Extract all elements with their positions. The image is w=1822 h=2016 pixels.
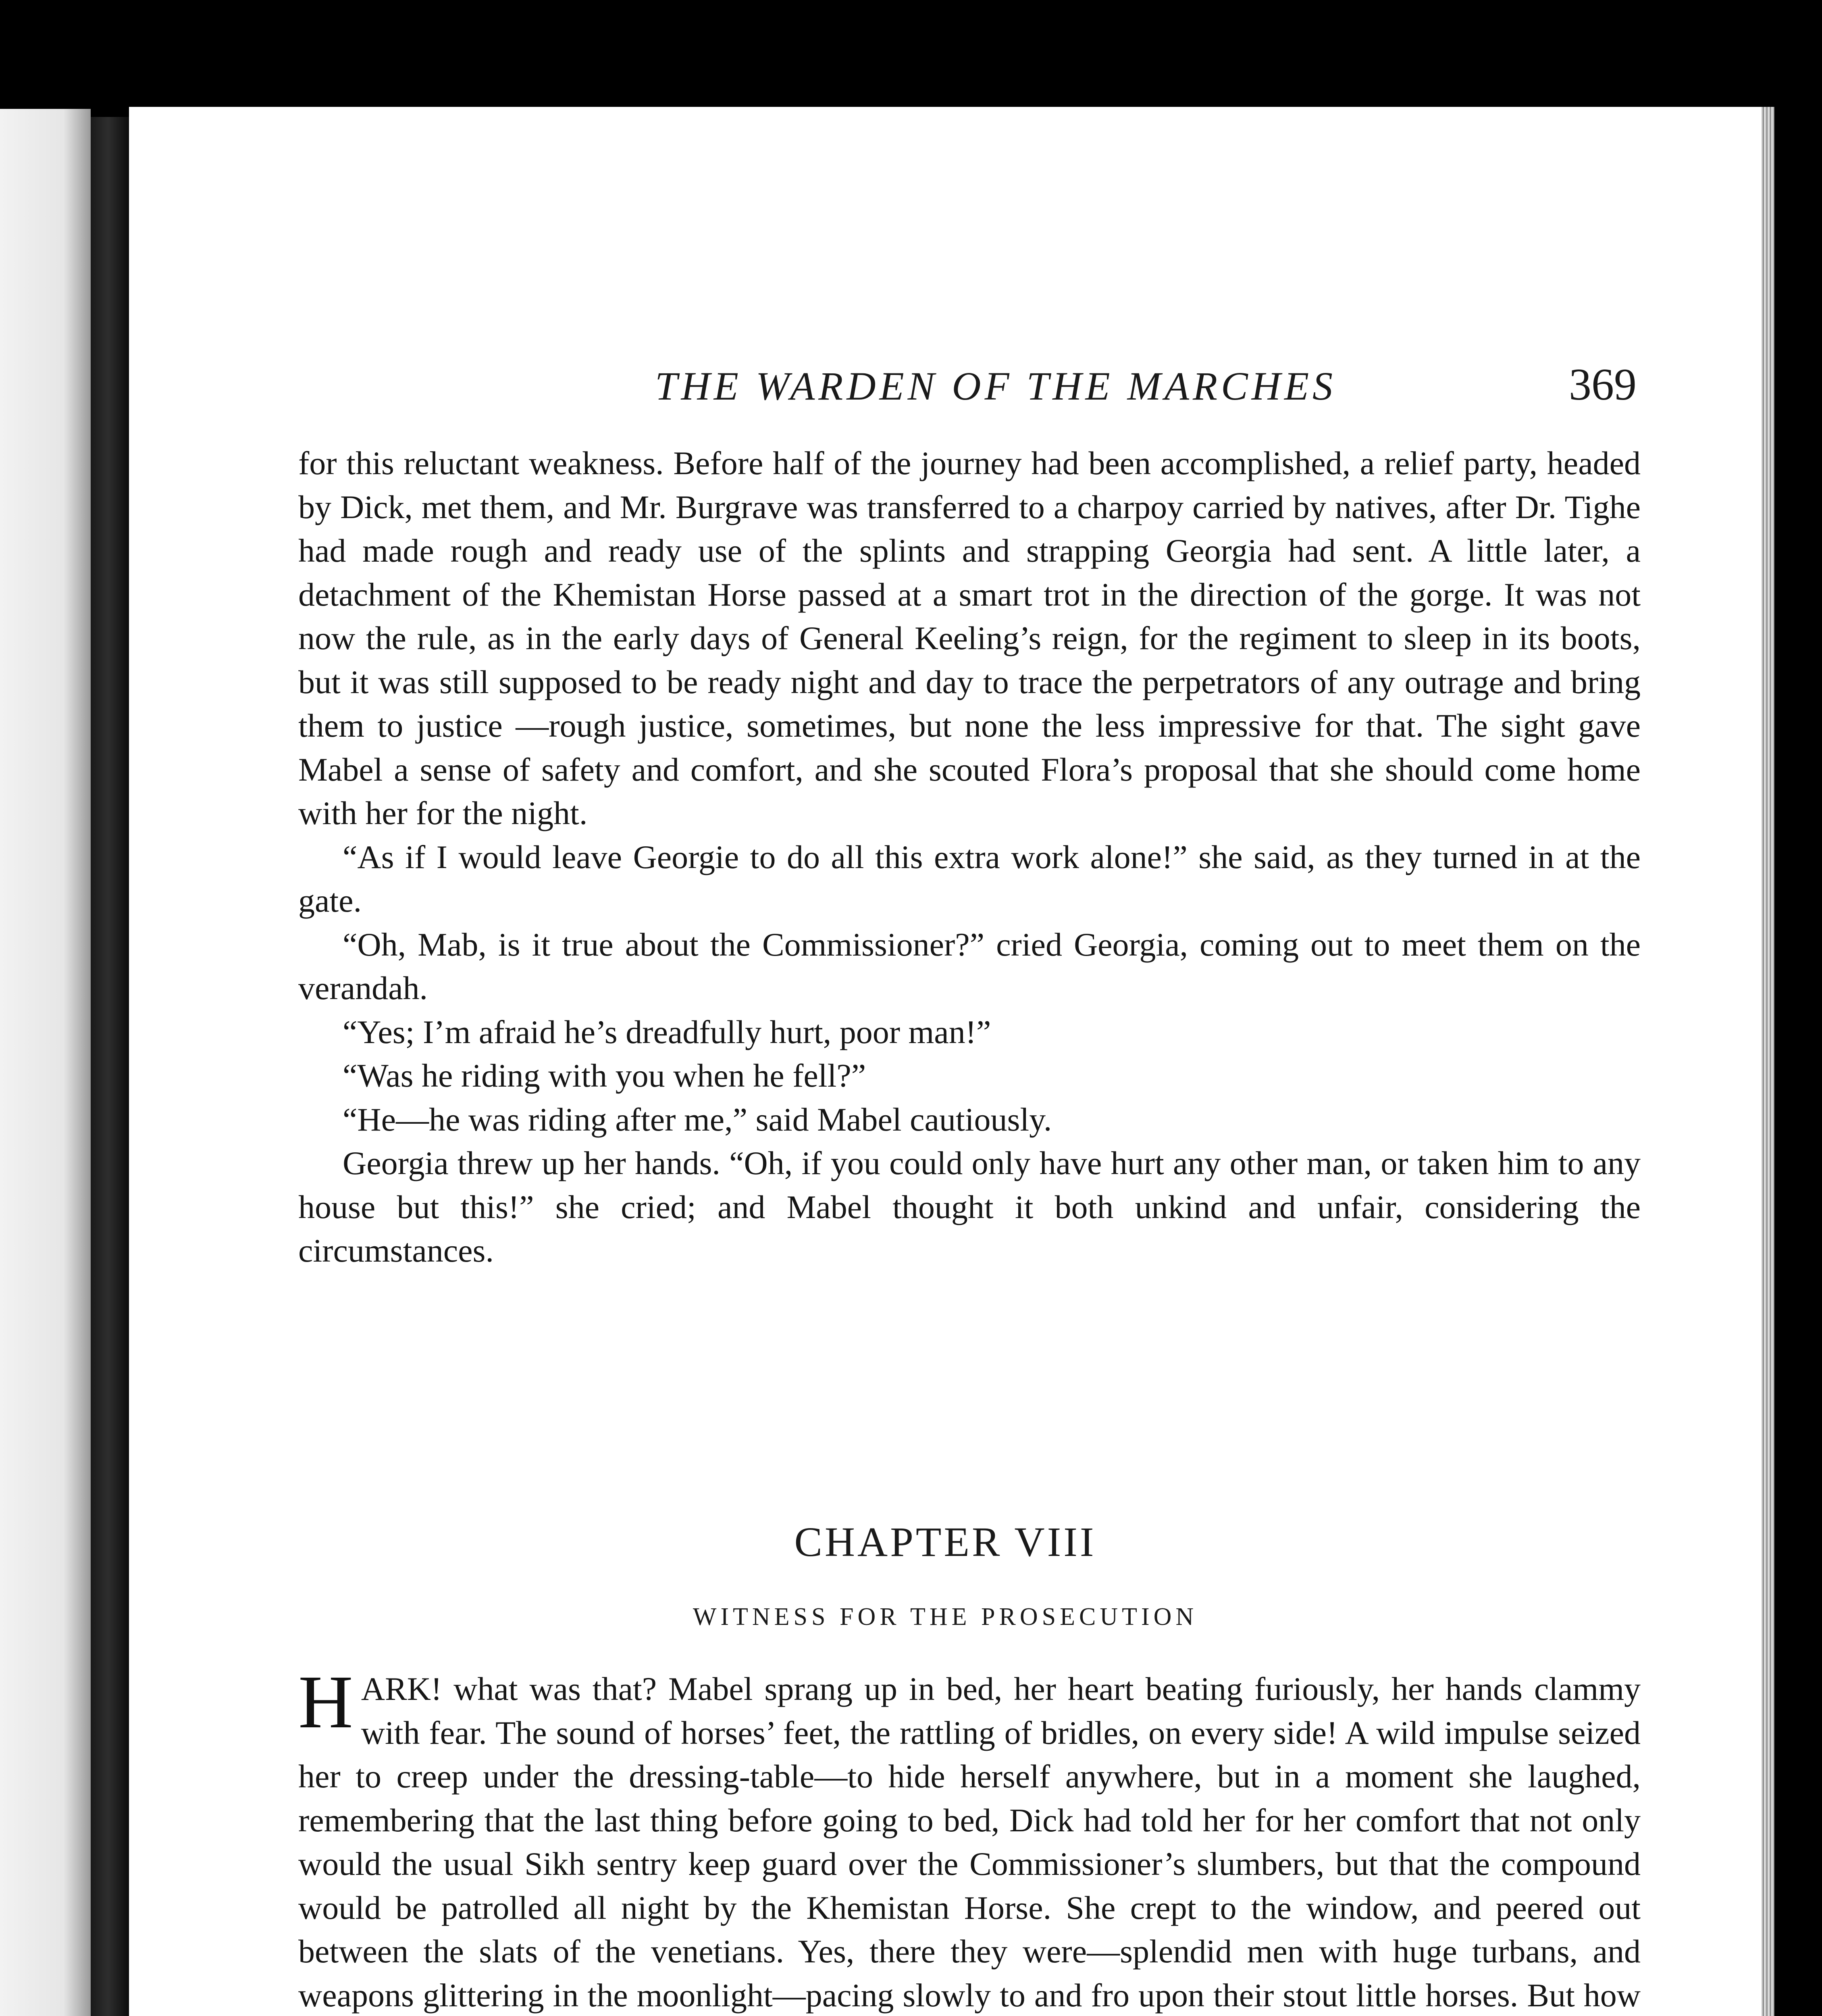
opening-paragraph [298, 1660, 1641, 2016]
paragraph: “Yes; I’m afraid he’s dreadfully hurt, poor man!” [343, 1013, 991, 1050]
continued-text [298, 442, 1641, 1273]
page-number: 369 [1569, 360, 1637, 410]
paragraph: “As if I would leave Georgie to do all this extra work alone!” she said, as they turned in at the gate. [298, 838, 1641, 919]
chapter-body [298, 1660, 1641, 2016]
book-gutter [91, 117, 129, 2016]
running-title: THE WARDEN OF THE MARCHES [655, 364, 1337, 408]
running-head [129, 359, 1762, 419]
chapter-subtitle: WITNESS FOR THE PROSECUTION [693, 1603, 1198, 1631]
paragraph: “He—he was riding after me,” said Mabel cautiously. [343, 1101, 1052, 1138]
opening-text: ARK! what was that? Mabel sprang up in bed, her heart beating furiously, her hands clammy with fear. The sound of horses’ feet, the rattling of bridles, on every side! A wild impulse seized her to creep under the dressing-table—to hide herself anywhere, but in a moment she laughed, remembering that the last thing before going to bed, Dick had told her for her comfort that not only would the usual Sikh sentry keep guard over the Commissioner’s slumbers, but that the compound would be patrolled all night by the Khemistan Horse. She crept to the window, and peered out between the slats of the venetians. Yes, there they were—splendid men with huge turbans, and weapons glittering in the moonlight—pacing slowly to and fro upon their stout little horses. But how [298, 1670, 1641, 2014]
facing-page-edge [0, 109, 91, 2016]
paragraph: “Oh, Mab, is it true about the Commissioner?” cried Georgia, coming out to meet them on the verandah. [298, 926, 1641, 1006]
paragraph: for this reluctant weakness. Before half of the journey had been accomplished, a relief party, headed by Dick, met them, and Mr. Burgrave was transferred to a charpoy carried by natives, after Dr. Tighe had made rough and ready use of the splints and strapping Georgia had sent. A little later, a detachment of the Khemistan Horse passed at a smart trot in the direction of the gorge. It was not now the rule, as in the early days of General Keeling’s reign, for the regiment to sleep in its boots, but it was still supposed to be ready night and day to trace the perpetrators of any outrage and bring them to justice —rough justice, sometimes, but none the less impressive for that. The sight gave Mabel a sense of safety and comfort, and she scouted Flora’s proposal that she should come home with her for the night. [298, 445, 1641, 831]
chapter-title: CHAPTER VIII [794, 1519, 1096, 1565]
book-page [129, 107, 1762, 2016]
paragraph: Georgia threw up her hands. “Oh, if you could only have hurt any other man, or taken him to any house but this!” she cried; and Mabel thought it both unkind and unfair, considering the circumstances. [298, 1145, 1641, 1269]
paragraph: “Was he riding with you when he fell?” [343, 1057, 866, 1094]
page-edge [1762, 107, 1774, 2016]
drop-cap: H [298, 1660, 353, 1744]
